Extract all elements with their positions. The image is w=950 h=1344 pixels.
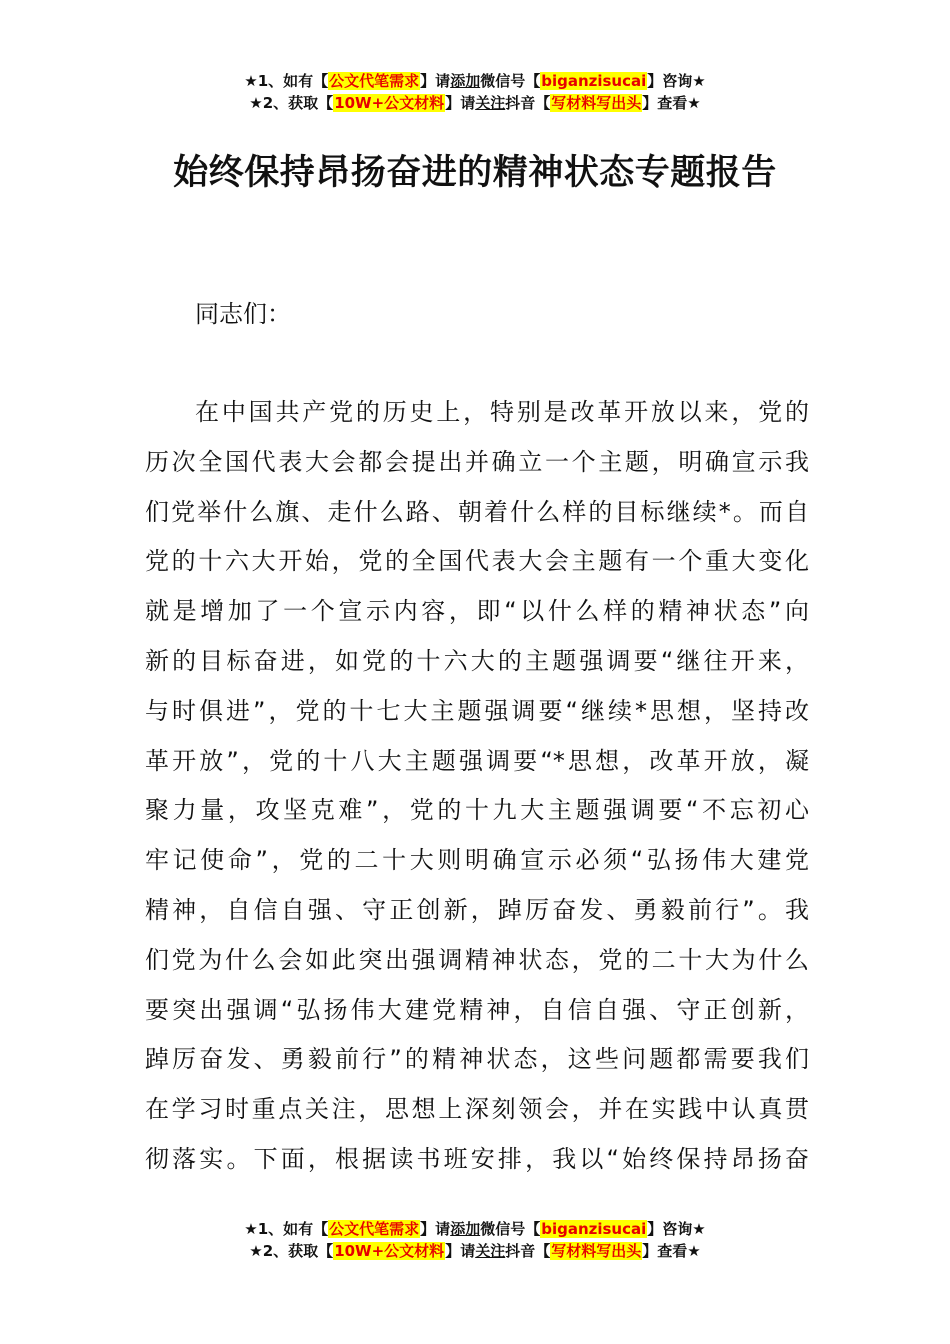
paragraph-line: 精神，自信自强、守正创新，踔厉奋发、勇毅前行”。我 bbox=[145, 895, 809, 924]
banner-line-2-underlined: 关注 bbox=[475, 94, 506, 112]
paragraph-line: 们党为什么会如此突出强调精神状态，党的二十大为什么 bbox=[145, 945, 809, 974]
banner-line-2-prefix: ★2、获取【 bbox=[249, 1242, 334, 1260]
banner-line-1-highlight-wechat: biganzisucai bbox=[541, 1220, 647, 1238]
banner-line-1-highlight-service: 公文代笔需求 bbox=[329, 1220, 420, 1238]
banner-line-2-suffix: 】查看★ bbox=[642, 1242, 701, 1260]
banner-line-1-mid2: 微信号【 bbox=[480, 72, 541, 90]
salutation: 同志们： bbox=[195, 300, 291, 328]
paragraph-line: 党的十六大开始，党的全国代表大会主题有一个重大变化 bbox=[145, 547, 809, 576]
footer-banner bbox=[0, 1218, 950, 1262]
banner-line-2-highlight-douyin: 写材料写出头 bbox=[551, 94, 642, 112]
banner-line-1-suffix: 】咨询★ bbox=[647, 1220, 706, 1238]
paragraph-line: 在学习时重点关注，思想上深刻领会，并在实践中认真贯 bbox=[145, 1095, 809, 1124]
paragraph-line: 踔厉奋发、勇毅前行”的精神状态，这些问题都需要我们 bbox=[145, 1045, 809, 1074]
banner-line-1-suffix: 】咨询★ bbox=[647, 72, 706, 90]
banner-line-2 bbox=[0, 92, 950, 114]
banner-line-1-underlined: 添加 bbox=[450, 1220, 481, 1238]
paragraph-line: 历次全国代表大会都会提出并确立一个主题，明确宣示我 bbox=[145, 447, 809, 476]
paragraph-line: 牢记使命”，党的二十大则明确宣示必须“弘扬伟大建党 bbox=[145, 846, 809, 875]
paragraph-line: 聚力量，攻坚克难”，党的十九大主题强调要“不忘初心 bbox=[145, 796, 809, 825]
banner-line-1-mid2: 微信号【 bbox=[480, 1220, 541, 1238]
paragraph-line: 与时俱进”，党的十七大主题强调要“继续*思想，坚持改 bbox=[145, 696, 809, 725]
banner-line-1-mid: 】请 bbox=[420, 1220, 451, 1238]
document-title: 始终保持昂扬奋进的精神状态专题报告 bbox=[173, 153, 777, 193]
banner-line-2 bbox=[0, 1240, 950, 1262]
banner-line-2-mid: 】请 bbox=[445, 1242, 476, 1260]
banner-line-1-mid: 】请 bbox=[420, 72, 451, 90]
banner-line-1-prefix: ★1、如有【 bbox=[244, 72, 329, 90]
paragraph-line: 就是增加了一个宣示内容，即“以什么样的精神状态”向 bbox=[145, 597, 809, 626]
banner-line-2-suffix: 】查看★ bbox=[642, 94, 701, 112]
banner-line-2-highlight-materials: 10W+公文材料 bbox=[334, 1242, 445, 1260]
paragraph-line: 彻落实。下面，根据读书班安排，我以“始终保持昂扬奋 bbox=[145, 1144, 809, 1173]
banner-line-2-highlight-materials: 10W+公文材料 bbox=[334, 94, 445, 112]
banner-line-1-prefix: ★1、如有【 bbox=[244, 1220, 329, 1238]
banner-line-1-underlined: 添加 bbox=[450, 72, 481, 90]
paragraph-line: 在中国共产党的历史上，特别是改革开放以来，党的 bbox=[195, 398, 809, 426]
header-banner bbox=[0, 70, 950, 114]
paragraph-line: 新的目标奋进，如党的十六大的主题强调要“继往开来， bbox=[145, 646, 809, 675]
banner-line-1-highlight-service: 公文代笔需求 bbox=[329, 72, 420, 90]
banner-line-2-mid2: 抖音【 bbox=[505, 1242, 551, 1260]
banner-line-2-highlight-douyin: 写材料写出头 bbox=[551, 1242, 642, 1260]
banner-line-2-mid2: 抖音【 bbox=[505, 94, 551, 112]
banner-line-2-underlined: 关注 bbox=[475, 1242, 506, 1260]
banner-line-1-highlight-wechat: biganzisucai bbox=[541, 72, 647, 90]
paragraph-line: 们党举什么旗、走什么路、朝着什么样的目标继续*。而自 bbox=[145, 497, 809, 526]
paragraph-line: 革开放”，党的十八大主题强调要“*思想，改革开放，凝 bbox=[145, 746, 809, 775]
banner-line-1 bbox=[0, 1218, 950, 1240]
banner-line-2-prefix: ★2、获取【 bbox=[249, 94, 334, 112]
paragraph-line: 要突出强调“弘扬伟大建党精神，自信自强、守正创新， bbox=[145, 995, 809, 1024]
banner-line-1 bbox=[0, 70, 950, 92]
banner-line-2-mid: 】请 bbox=[445, 94, 476, 112]
body-paragraph bbox=[145, 392, 809, 1189]
